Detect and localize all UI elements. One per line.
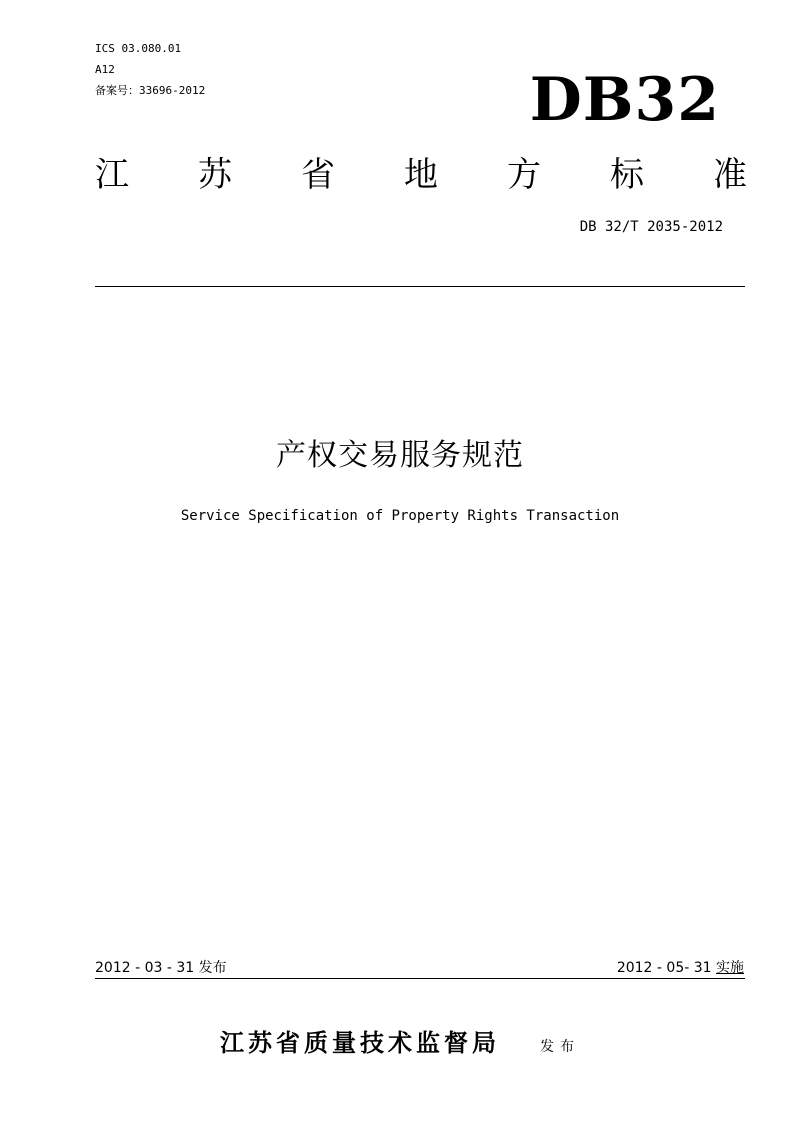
implementation-date-label: 实施: [716, 960, 744, 976]
record-number: 备案号：33696-2012: [95, 84, 206, 97]
standard-type-char: 江: [95, 155, 129, 195]
implementation-date-value: 2012 - 05- 31: [616, 960, 712, 976]
standard-type-char: 苏: [198, 155, 232, 195]
implementation-date: [617, 958, 744, 978]
classification-code: A12: [95, 63, 115, 76]
issuer-block: [0, 1026, 800, 1060]
issuer-action: 发布: [540, 1039, 580, 1055]
standard-type-char: 方: [507, 155, 541, 195]
issuer-name: 江苏省质量技术监督局: [220, 1029, 500, 1057]
document-title: 产权交易服务规范: [276, 438, 524, 473]
standard-type-title: [95, 150, 747, 200]
document-subtitle-english: Service Specification of Property Rights Transaction: [180, 508, 620, 524]
header-divider: [95, 286, 745, 287]
issue-date-label: 发布: [198, 960, 227, 976]
db-code-logo: DB32: [529, 65, 720, 135]
standard-type-char: 准: [713, 155, 747, 195]
standard-type-char: 标: [610, 155, 644, 195]
issue-date-value: 2012 - 03 - 31: [95, 960, 195, 976]
ics-code: ICS 03.080.01: [95, 42, 182, 55]
standard-type-char: 地: [404, 155, 438, 195]
issue-date: [95, 958, 227, 978]
standard-number: DB 32/T 2035-2012: [579, 219, 723, 235]
footer-divider: [95, 978, 745, 979]
standard-type-char: 省: [301, 155, 335, 195]
